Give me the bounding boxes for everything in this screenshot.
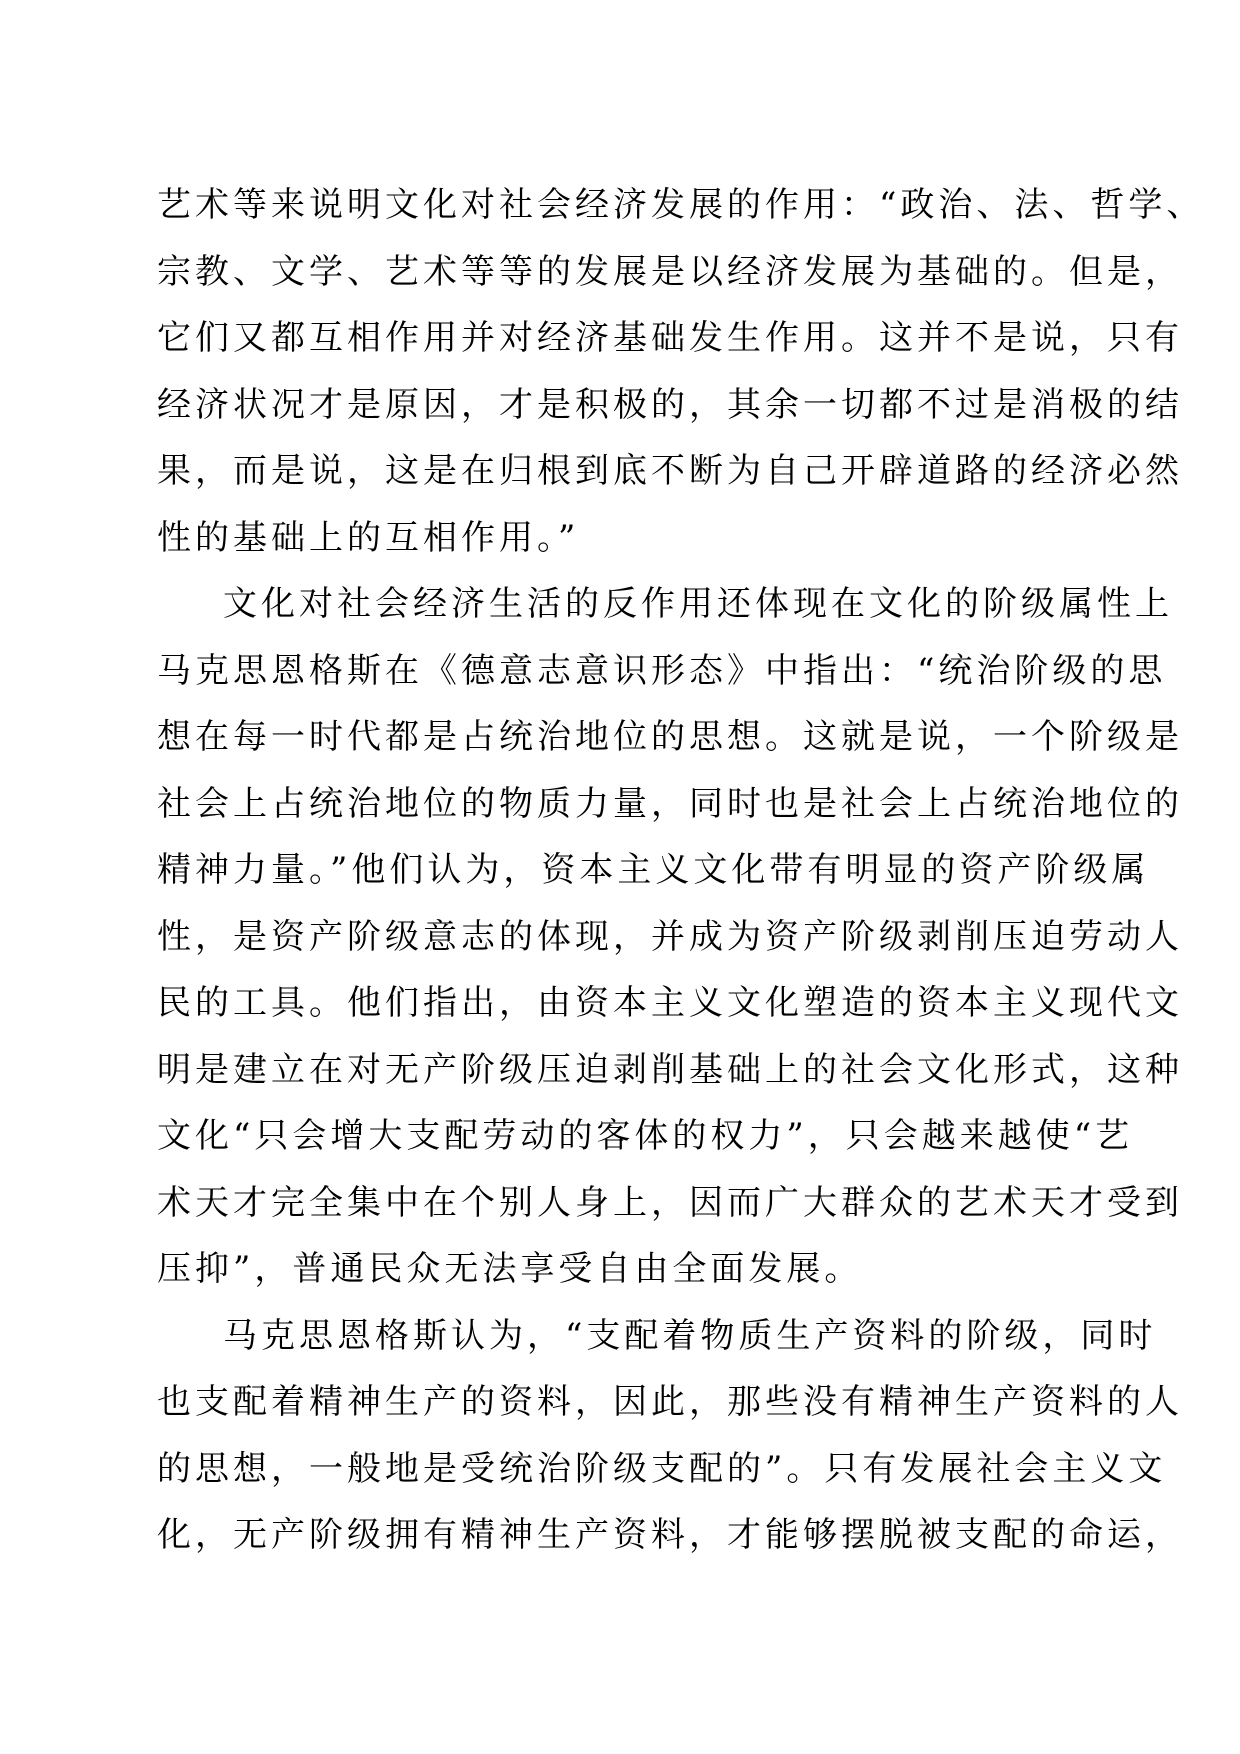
text-line: 性，是资产阶级意志的体现，并成为资产阶级剥削压迫劳动人 xyxy=(157,916,1183,957)
text-line: 精神力量。”他们认为，资本主义文化带有明显的资产阶级属 xyxy=(157,850,1150,890)
text-line: 化，无产阶级拥有精神生产资料，才能够摆脱被支配的命运， xyxy=(157,1515,1183,1555)
text-line: 果，而是说，这是在归根到底不断为自己开辟道路的经济必然 xyxy=(157,451,1183,491)
paragraph-start-line: 马克思恩格斯认为，“支配着物质生产资料的阶级，同时 xyxy=(223,1315,1157,1356)
text-line: 它们又都互相作用并对经济基础发生作用。这并不是说，只有 xyxy=(157,318,1183,358)
text-line: 艺术等来说明文化对社会经济发展的作用：“政治、法、哲学、 xyxy=(157,185,1205,225)
text-line: 性的基础上的互相作用。” xyxy=(157,517,580,558)
text-line: 文化“只会增大支配劳动的客体的权力”，只会越来越使“艺 xyxy=(157,1116,1134,1156)
text-line: 社会上占统治地位的物质力量，同时也是社会上占统治地位的 xyxy=(157,783,1183,824)
text-line: 也支配着精神生产的资料，因此，那些没有精神生产资料的人 xyxy=(157,1382,1183,1422)
text-line: 民的工具。他们指出，由资本主义文化塑造的资本主义现代文 xyxy=(157,983,1183,1023)
text-line: 马克思恩格斯在《德意志意识形态》中指出：“统治阶级的思 xyxy=(157,650,1167,691)
paragraph-start-line: 文化对社会经济生活的反作用还体现在文化的阶级属性上 xyxy=(223,584,1173,624)
text-line: 压抑”，普通民众无法享受自由全面发展。 xyxy=(157,1249,863,1289)
text-line: 的思想，一般地是受统治阶级支配的”。只有发展社会主义文 xyxy=(157,1448,1167,1489)
text-line: 经济状况才是原因，才是积极的，其余一切都不过是消极的结 xyxy=(157,384,1183,425)
text-line: 宗教、文学、艺术等等的发展是以经济发展为基础的。但是， xyxy=(157,251,1183,292)
text-line: 明是建立在对无产阶级压迫剥削基础上的社会文化形式，这种 xyxy=(157,1049,1183,1090)
text-line: 想在每一时代都是占统治地位的思想。这就是说，一个阶级是 xyxy=(157,717,1183,757)
body-text xyxy=(157,172,1205,1569)
text-line: 术天才完全集中在个别人身上，因而广大群众的艺术天才受到 xyxy=(157,1182,1183,1223)
